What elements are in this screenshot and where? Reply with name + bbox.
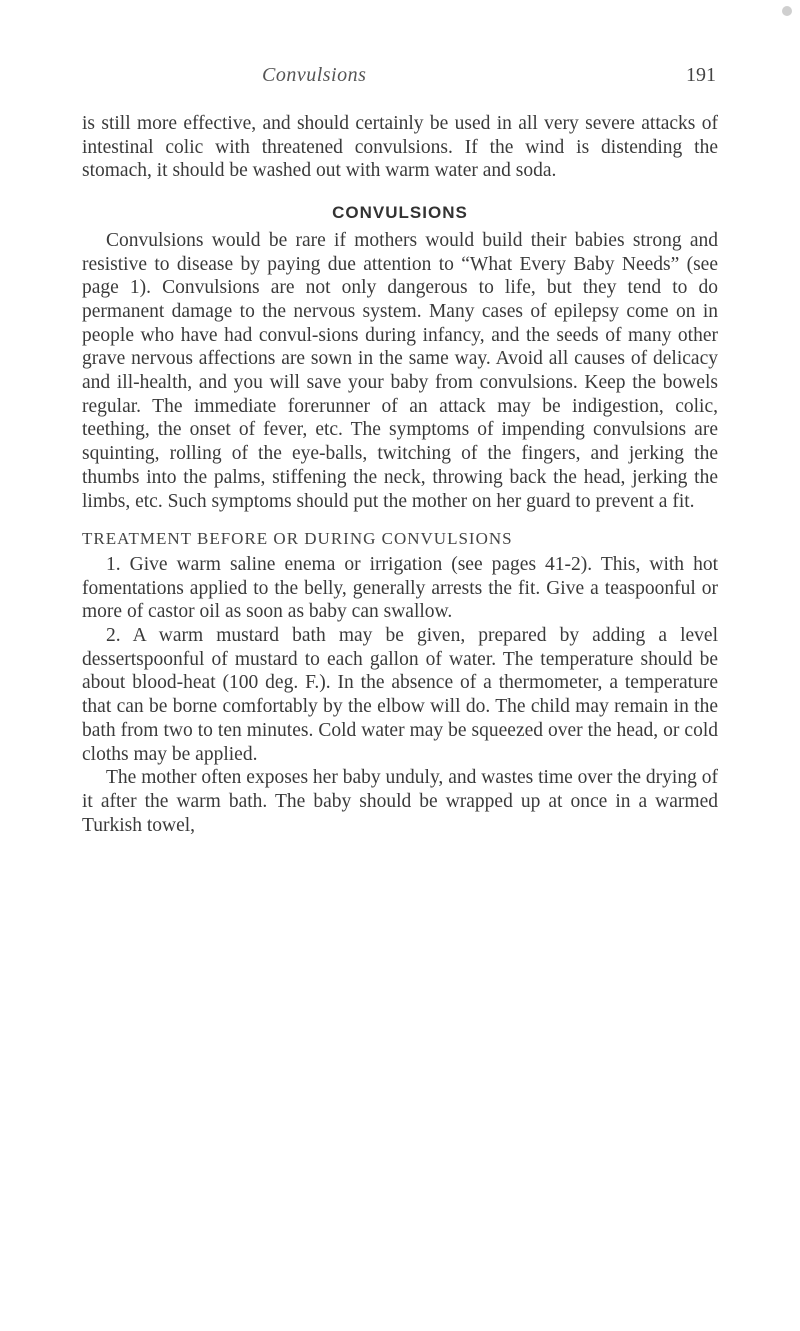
list-item-1: 1. Give warm saline enema or irrigation (see pages 41-2). This, with hot fomentations applied to the belly, generally arrests the fit. Give a teaspoonful or more of castor oil as soon as baby can swallow. bbox=[82, 553, 718, 623]
paragraph-continuation: is still more effective, and should certainly be used in all very severe attacks of intestinal colic with threatened convulsions. If the wind is distending the stomach, it should be washed out with warm water and soda. bbox=[82, 113, 718, 182]
body-text bbox=[82, 112, 718, 837]
page-number: 191 bbox=[686, 64, 716, 86]
list-item-2: 2. A warm mustard bath may be given, prepared by adding a level dessertspoonful of mustard to each gallon of water. The temperature should be about blood-heat (100 deg. F.). In the absence of a thermometer, a temperature that can be borne comfortably by the elbow will do. The child may remain in the bath from two to ten minutes. Cold water may be squeezed over the head, or cold cloths may be applied. bbox=[82, 625, 718, 765]
running-head: Convulsions bbox=[262, 64, 367, 86]
section-heading-treatment: TREATMENT BEFORE OR DURING CONVULSIONS bbox=[82, 529, 513, 549]
corner-mark bbox=[782, 6, 792, 16]
page-header bbox=[0, 64, 800, 94]
paragraph-convulsions: Convulsions would be rare if mothers would build their babies strong and resistive to disease by paying due attention to “What Every Baby Needs” (see page 1). Convulsions are not only dangerous to life, but they tend to do permanent damage to the nervous system. Many cases of epilepsy come on in people who have had convul-sions during infancy, and the seeds of many other grave nervous affections are sown in the same way. Avoid all causes of delicacy and ill-health, and you will save your baby from convulsions. Keep the bowels regular. The immediate forerunner of an attack may be indigestion, colic, teething, the onset of fever, etc. The symptoms of impending convulsions are squinting, rolling of the eye-balls, twitching of the fingers, and jerking the thumbs into the palms, stiffening the neck, throwing back the head, jerking the limbs, etc. Such symptoms should put the mother on her guard to prevent a fit. bbox=[82, 229, 718, 512]
paragraph-drying: The mother often exposes her baby unduly, and wastes time over the drying of it after the warm bath. The baby should be wrapped up at once in a warmed Turkish towel, bbox=[82, 767, 718, 836]
section-heading-convulsions: CONVULSIONS bbox=[332, 203, 468, 223]
